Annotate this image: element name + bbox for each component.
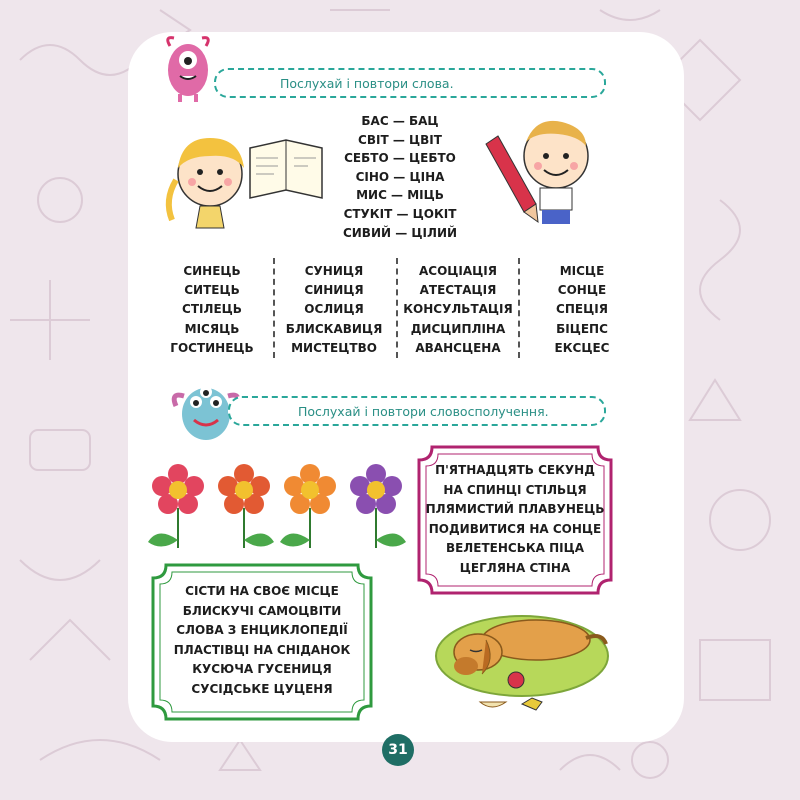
word: СИТЕЦЬ [184, 283, 240, 298]
word: СПЕЦІЯ [556, 302, 608, 317]
word: МИСТЕЦТВО [291, 340, 377, 355]
word: БЛИСКАВИЦЯ [285, 321, 383, 336]
column-divider [518, 258, 520, 358]
sleeping-dog-illustration [426, 596, 614, 720]
phrase: КУСЮЧА ГУСЕНИЦЯ [192, 662, 332, 677]
word: ОСЛИЦЯ [304, 302, 364, 317]
word: СИНИЦЯ [304, 283, 364, 298]
word: ДИСЦИПЛІНА [410, 321, 506, 336]
phrase: ПЛАСТІВЦІ НА СНІДАНОК [173, 642, 351, 657]
word-column-4 [528, 262, 636, 358]
phrase: ЦЕГЛЯНА СТІНА [459, 560, 571, 575]
word-column-2 [280, 262, 388, 358]
word: СУНИЦЯ [304, 264, 364, 278]
word-column-3 [396, 262, 520, 358]
phrase: СЛОВА З ЕНЦИКЛОПЕДІЇ [176, 623, 348, 638]
word: МІСЯЦЬ [184, 321, 240, 336]
word-pair: СВІТ — ЦВІТ [358, 132, 442, 147]
word: АСОЦІАЦІЯ [418, 264, 498, 278]
word: АВАНСЦЕНА [415, 340, 501, 355]
phrase: ВЕЛЕТЕНСЬКА ПІЦА [445, 541, 585, 556]
word: БІЦЕПС [556, 321, 608, 336]
phrase: П'ЯТНАДЦЯТЬ СЕКУНД [435, 463, 595, 477]
phrases-pink-list [416, 461, 614, 579]
boy-with-pencil-illustration [478, 112, 608, 232]
word-pair: СЕБТО — ЦЕБТО [344, 151, 456, 166]
phrase: БЛИСКУЧІ САМОЦВІТИ [182, 603, 342, 618]
instruction-banner-2 [228, 396, 606, 426]
word-pair: БАС — БАЦ [361, 114, 439, 128]
word-pair: СТУКІТ — ЦОКІТ [343, 206, 457, 221]
flowers-illustration [146, 460, 408, 560]
word-column-1 [158, 262, 266, 358]
instruction-text: Послухай і повтори словосполучення. [298, 403, 549, 419]
phrase: НА СПИНЦІ СТІЛЬЦЯ [443, 482, 587, 497]
pink-monster-illustration [162, 36, 214, 106]
phrase: СУСІДСЬКЕ ЦУЦЕНЯ [191, 681, 333, 696]
word-pair: МИС — МІЦЬ [356, 188, 444, 203]
word: МІСЦЕ [559, 264, 605, 278]
flower-icon [148, 464, 204, 548]
word: КОНСУЛЬТАЦІЯ [403, 302, 513, 317]
word-pairs-list [340, 112, 460, 242]
instruction-text: Послухай і повтори слова. [280, 75, 454, 91]
word: ЕКСЦЕС [554, 340, 610, 355]
phrase: ПЛЯМИСТИЙ ПЛАВУНЕЦЬ [425, 502, 605, 517]
word: СТІЛЕЦЬ [182, 302, 242, 317]
phrase: ПОДИВИТИСЯ НА СОНЦЕ [428, 521, 602, 536]
word: СИНЕЦЬ [183, 264, 241, 278]
page-number-badge: 31 [382, 734, 414, 766]
word-pair: СІНО — ЦІНА [355, 169, 445, 184]
instruction-banner-1 [214, 68, 606, 98]
word-pair: СИВИЙ — ЦІЛИЙ [342, 225, 458, 240]
phrases-green-list [150, 582, 374, 700]
word: ГОСТИНЕЦЬ [170, 340, 254, 355]
word: СОНЦЕ [557, 283, 607, 298]
girl-with-book-illustration [150, 128, 330, 236]
phrase: СІСТИ НА СВОЄ МІСЦЕ [185, 584, 339, 598]
word: АТЕСТАЦІЯ [419, 283, 497, 298]
column-divider [273, 258, 275, 358]
